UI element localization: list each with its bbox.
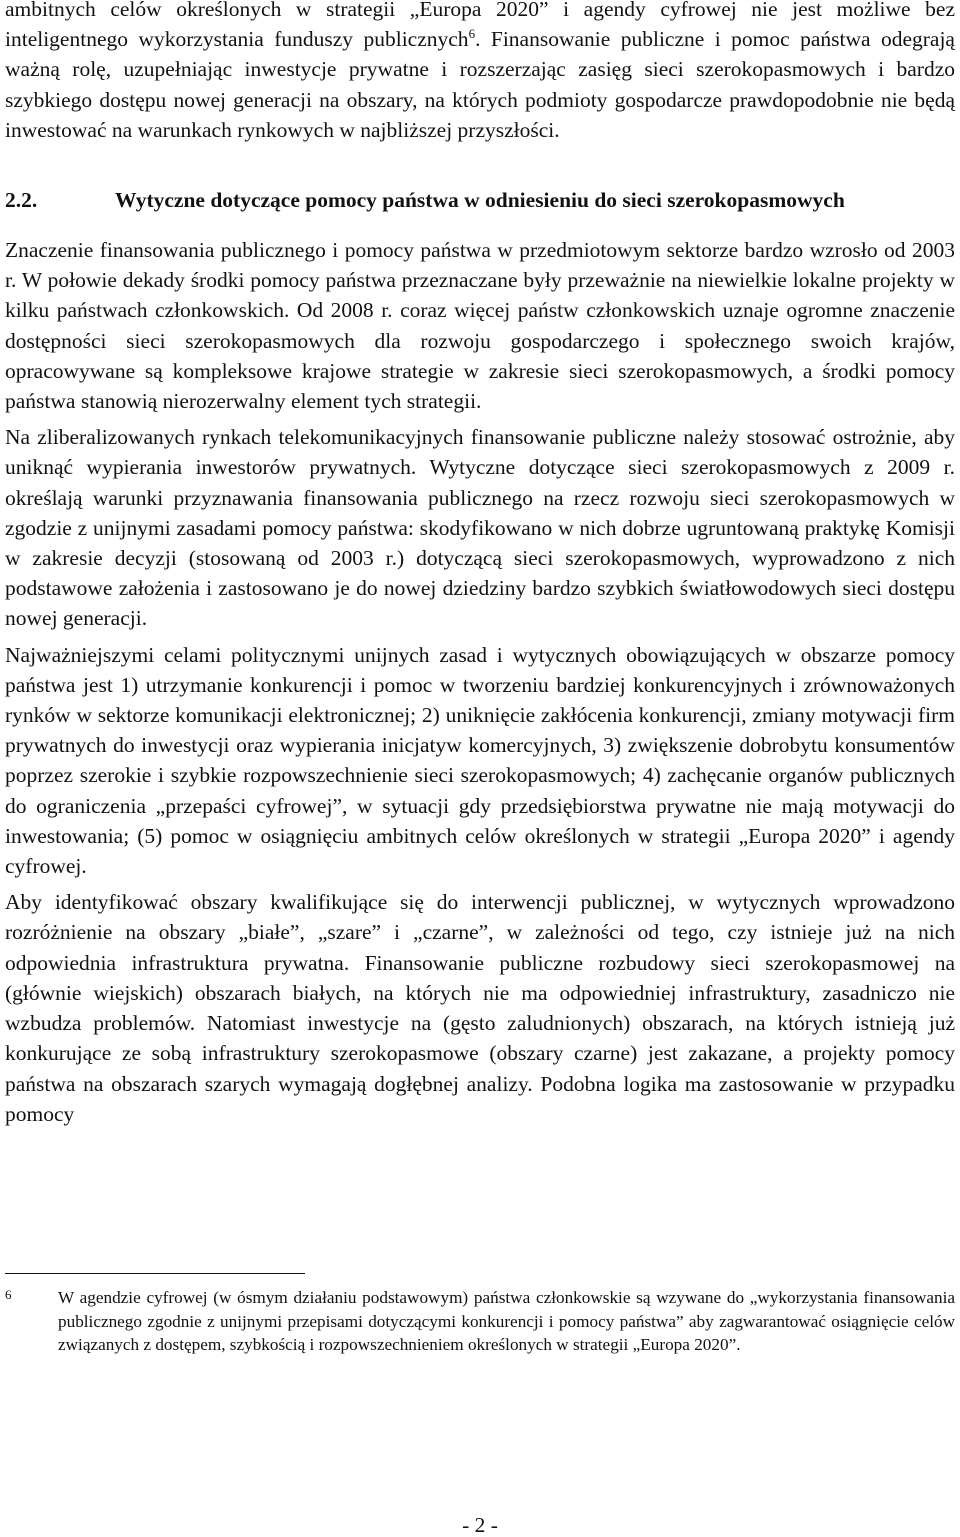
paragraph: Aby identyfikować obszary kwalifikujące się do interwencji publicznej, w wytycznych wprowadzono rozróżnienie na obszary „białe”, „szare” i „czarne”, w zależności od tego, czy istnieje już na nich odpowiednia infrastruktura prywatna. Finansowanie publiczne rozbudowy sieci szerokopasmowej na (głównie wiejskich) obszarach białych, na których nie ma odpowiedniej infrastruktury, zasadniczo nie wzbudza problemów. Natomiast inwestycje na (gęsto zaludnionych) obszarach, na których istnieją już konkurujące ze sobą infrastruktury szerokopasmowe (obszary czarne) jest zakazane, a projekty pomocy państwa na obszarach szarych wymagają dogłębnej analizy. Podobna logika ma zastosowanie w przypadku pomocy xyxy=(5,890,955,1126)
paragraph: Na zliberalizowanych rynkach telekomunikacyjnych finansowanie publiczne należy stosować ostrożnie, aby uniknąć wypierania inwestorów prywatnych. Wytyczne dotyczące sieci szerokopasmowych z 2009 r. określają warunki przyznawania finansowania publicznego na rzecz rozwoju sieci szerokopasmowych w zgodzie z unijnymi zasadami pomocy państwa: skodyfikowano w nich dobrze ugruntowaną praktykę Komisji w zakresie decyzji (stosowaną od 2003 r.) dotyczącą sieci szerokopasmowych, wyprowadzono z nich podstawowe założenia i zastosowano je do nowej dziedziny bardzo szybkich światłowodowych sieci dostępu nowej generacji. xyxy=(5,425,955,631)
paragraph-text: . Finansowanie publiczne i pomoc państwa odegrają ważną rolę, uzupełniając inwestycje prywatne i rozszerzając zasięg sieci szerokopasmowych i bardzo szybkiego dostępu nowej generacji na obszary, na których podmioty gospodarcze prawdopodobnie nie będą inwestować na warunkach rynkowych w najbliższej przyszłości. xyxy=(5,27,955,142)
footnote xyxy=(5,1286,955,1357)
section-number: 2.2. xyxy=(5,188,38,213)
footnote-separator xyxy=(5,1273,305,1274)
paragraph: Znaczenie finansowania publicznego i pomocy państwa w przedmiotowym sektorze bardzo wzrosło od 2003 r. W połowie dekady środki pomocy państwa przeznaczane były przeważnie na niewielkie lokalne projekty w kilku państwach członkowskich. Od 2008 r. coraz więcej państw członkowskich uznaje ogromne znaczenie dostępności sieci szerokopasmowych dla rozwoju gospodarczego i społecznego swoich krajów, opracowywane są kompleksowe krajowe strategie w zakresie sieci szerokopasmowych, a środki pomocy państwa stanowią nierozerwalny element tych strategii. xyxy=(5,238,955,414)
footnote-text: W agendzie cyfrowej (w ósmym działaniu podstawowym) państwa członkowskie są wzywane do „wykorzystania finansowania publicznego zgodnie z unijnymi przepisami dotyczącymi konkurencji i pomocy państwa” aby zagwarantować osiągnięcie celów związanych z dostępem, szybkością i rozpowszechnieniem określonych w strategii „Europa 2020”. xyxy=(58,1288,955,1355)
footnote-reference[interactable]: 6 xyxy=(468,26,476,42)
paragraph: Najważniejszymi celami politycznymi unijnych zasad i wytycznych obowiązujących w obszarze pomocy państwa jest 1) utrzymanie konkurencji i pomoc w tworzeniu bardziej konkurencyjnych i zrównoważonych rynków w sektorze komunikacji elektronicznej; 2) uniknięcie zakłócenia konkurencji, zmiany motywacji firm prywatnych do inwestycji oraz wypierania inicjatyw komercyjnych, 3) zwiększenie dobrobytu konsumentów poprzez szerokie i szybkie rozpowszechnienie sieci szerokopasmowych; 4) zachęcanie organów publicznych do ograniczenia „przepaści cyfrowej”, w sytuacji gdy przedsiębiorstwa prywatne nie mają motywacji do inwestowania; (5) pomoc w osiągnięciu ambitnych celów określonych w strategii „Europa 2020” i agendy cyfrowej. xyxy=(5,642,955,879)
section-title: Wytyczne dotyczące pomocy państwa w odniesieniu do sieci szerokopasmowych xyxy=(115,188,845,213)
footnote-number: 6 xyxy=(5,1287,12,1302)
paragraph-continued xyxy=(5,0,955,145)
section-heading xyxy=(5,185,955,215)
paragraph-text: ambitnych celów określonych w strategii „Europa 2020” i agendy cyfrowej nie jest możliwe bez inteligentnego wykorzystania funduszy publicznych xyxy=(5,0,955,52)
document-page xyxy=(5,0,955,1129)
page-number: - 2 - xyxy=(462,1513,498,1537)
